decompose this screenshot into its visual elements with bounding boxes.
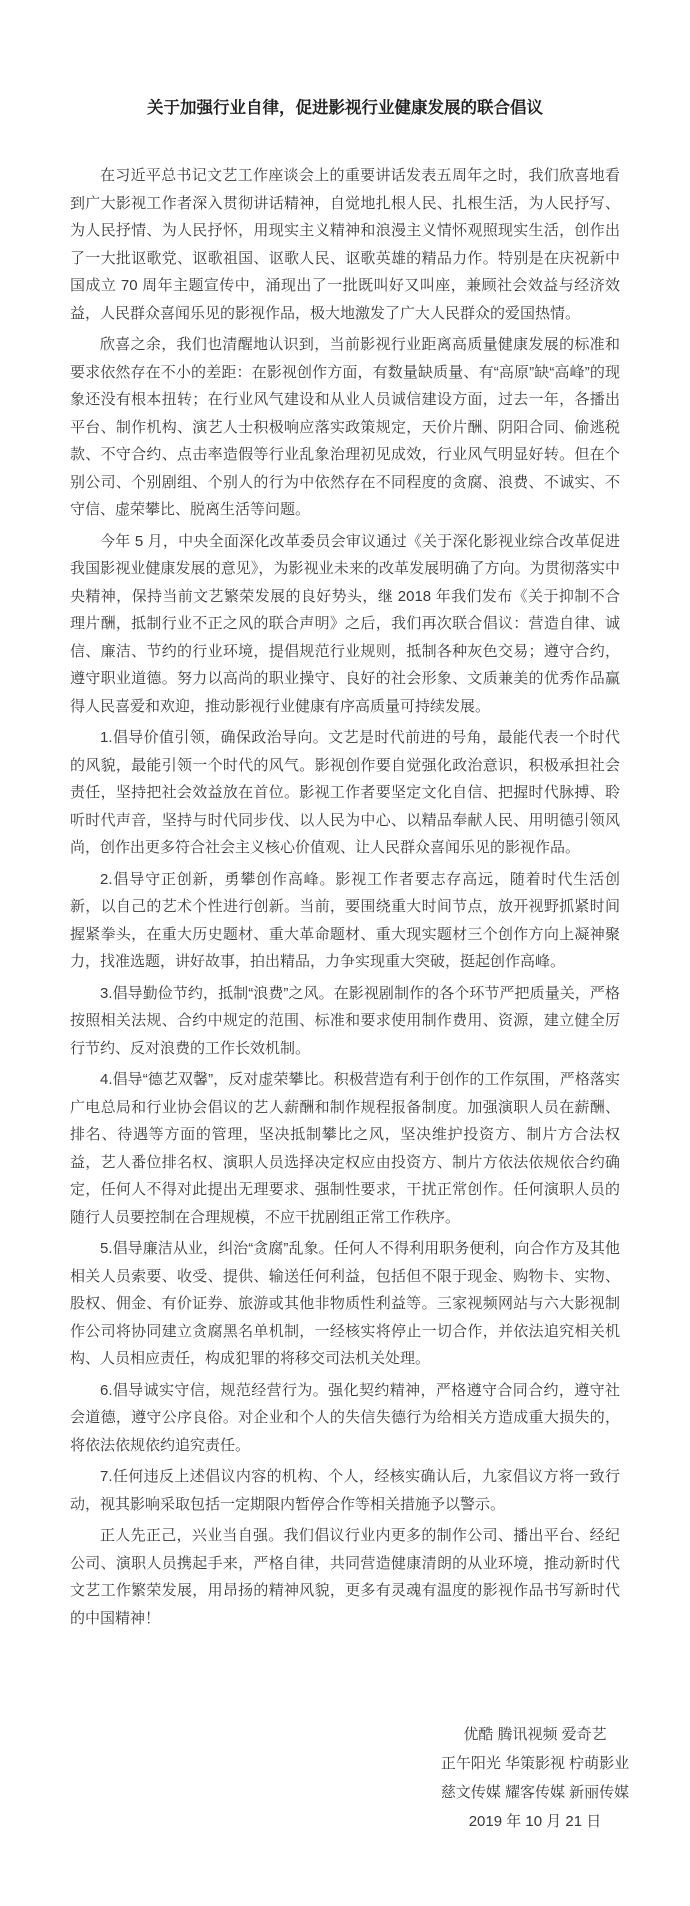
document-date: 2019 年 10 月 21 日 — [468, 1813, 602, 1830]
proposal-item-5: 5.倡导廉洁从业，纠治“贪腐”乱象。任何人不得利用职务便利，向合作方及其他相关人员索要、收受、提供、输送任何利益，包括但不限于现金、购物卡、实物、股权、佣金、有价证券、旅游或其他非物质性利益等。三家视频网站与六大影视制作公司将协同建立贪腐黑名单机制，一经核实将停止一切合作，并依法追究相关机构、人员相应责任，构成犯罪的将移交司法机关处理。 — [70, 1240, 620, 1367]
proposal-item-1: 1.倡导价值引领，确保政治导向。文艺是时代前进的号角，最能代表一个时代的风貌，最能引领一个时代的风气。影视创作要自觉强化政治意识，积极承担社会责任，坚持把社会效益放在首位。影视工作者要坚定文化自信、把握时代脉搏、聆听时代声音，坚持与时代同步伐、以人民为中心、以精品奉献人民、用明德引领风尚，创作出更多符合社会主义核心价值观、让人民群众喜闻乐见的影视作品。 — [70, 729, 620, 856]
paragraph-problems: 欣喜之余，我们也清醒地认识到，当前影视行业距离高质量健康发展的标准和要求依然存在不小的差距：在影视创作方面，有数量缺质量、有“高原”缺“高峰”的现象还没有根本扭转；在行业风气建设和从业人员诚信建设方面，过去一年，各播出平台、制作机构、演艺人士积极响应落实政策规定，天价片酬、阴阳合同、偷逃税款、不守合约、点击率造假等行业乱象治理初见成效，行业风气明显好转。但在个别公司、个别剧组、个别人的行为中依然存在不同程度的贪腐、浪费、不诚实、不守信、虚荣攀比、脱离生活等问题。 — [70, 336, 620, 518]
proposal-item-4: 4.倡导“德艺双馨”，反对虚荣攀比。积极营造有利于创作的工作氛围，严格落实广电总局和行业协会倡议的艺人薪酬和制作规程报备制度。加强演职人员在薪酬、排名、待遇等方面的管理，坚决抵制攀比之风，坚决维护投资方、制片方合法权益，艺人番位排名权、演职人员选择决定权应由投资方、制片方依法依规依合约确定，任何人不得对此提出无理要求、强制性要求，干扰正常创作。任何演职人员的随行人员要控制在合理规模，不应干扰剧组正常工作秩序。 — [70, 1071, 620, 1226]
paragraph-policy-background: 今年 5 月，中央全面深化改革委员会审议通过《关于深化影视业综合改革促进我国影视业健康发展的意见》，为影视业未来的改革发展明确了方向。为贯彻落实中央精神，保持当前文艺繁荣发展的良好势头，继 2018 年我们发布《关于抑制不合理片酬，抵制行业不正之风的联合声明》之后，我们再次联合倡议：营造自律、诚信、廉洁、节约的行业环境，提倡规范行业规则，抵制各种灰色交易；遵守合约，遵守职业道德。努力以高尚的职业操守、良好的社会形象、文质兼美的优秀作品赢得人民喜爱和欢迎，推动影视行业健康有序高质量可持续发展。 — [70, 532, 620, 715]
proposal-item-2: 2.倡导守正创新，勇攀创作高峰。影视工作者要志存高远，随着时代生活创新，以自己的艺术个性进行创新。当前，要围绕重大时间节点，放开视野抓紧时间握紧拳头，在重大历史题材、重大革命题材、重大现实题材三个创作方向上凝神聚力，找准选题，讲好故事，拍出精品，力争实现重大突破，挺起创作高峰。 — [70, 870, 620, 970]
signatory-line-1: 优酷 腾讯视频 爱奇艺 — [463, 1726, 607, 1743]
paragraph-closing: 正人先正己，兴业当自强。我们倡议行业内更多的制作公司、播出平台、经纪公司、演职人员携起手来，严格自律，共同营造健康清朗的从业环境，推动新时代文艺工作繁荣发展，用昂扬的精神风貌，更多有灵魂有温度的影视作品书写新时代的中国精神！ — [70, 1527, 620, 1627]
document-body — [70, 162, 620, 1632]
proposal-item-7: 7.任何违反上述倡议内容的机构、个人，经核实确认后，九家倡议方将一致行动，视其影响采取包括一定期限内暂停合作等相关措施予以警示。 — [70, 1468, 620, 1513]
proposal-item-6: 6.倡导诚实守信，规范经营行为。强化契约精神，严格遵守合同合约，遵守社会道德，遵守公序良俗。对企业和个人的失信失德行为给相关方造成重大损失的，将依法依规依约追究责任。 — [70, 1381, 620, 1454]
signatory-line-2: 正午阳光 华策影视 柠萌影业 — [440, 1755, 630, 1772]
document-title: 关于加强行业自律，促进影视行业健康发展的联合倡议 — [147, 99, 543, 117]
paragraph-intro-achievements: 在习近平总书记文艺工作座谈会上的重要讲话发表五周年之时，我们欣喜地看到广大影视工作者深入贯彻讲话精神，自觉地扎根人民、扎根生活，为人民抒写、为人民抒情、为人民抒怀，用现实主义精神和浪漫主义情怀观照现实生活，创作出了一大批讴歌党、讴歌祖国、讴歌人民、讴歌英雄的精品力作。特别是在庆祝新中国成立 70 周年主题宣传中，涌现出了一批既叫好又叫座，兼顾社会效益与经济效益，人民群众喜闻乐见的影视作品，极大地激发了广大人民群众的爱国热情。 — [70, 167, 620, 322]
signature-block — [380, 1720, 690, 1836]
proposal-item-3: 3.倡导勤俭节约，抵制“浪费”之风。在影视剧制作的各个环节严把质量关，严格按照相关法规、合约中规定的范围、标准和要求使用制作费用、资源，建立健全厉行节约、反对浪费的工作长效机制。 — [70, 984, 620, 1057]
signatory-line-3: 慈文传媒 耀客传媒 新丽传媒 — [440, 1784, 630, 1801]
